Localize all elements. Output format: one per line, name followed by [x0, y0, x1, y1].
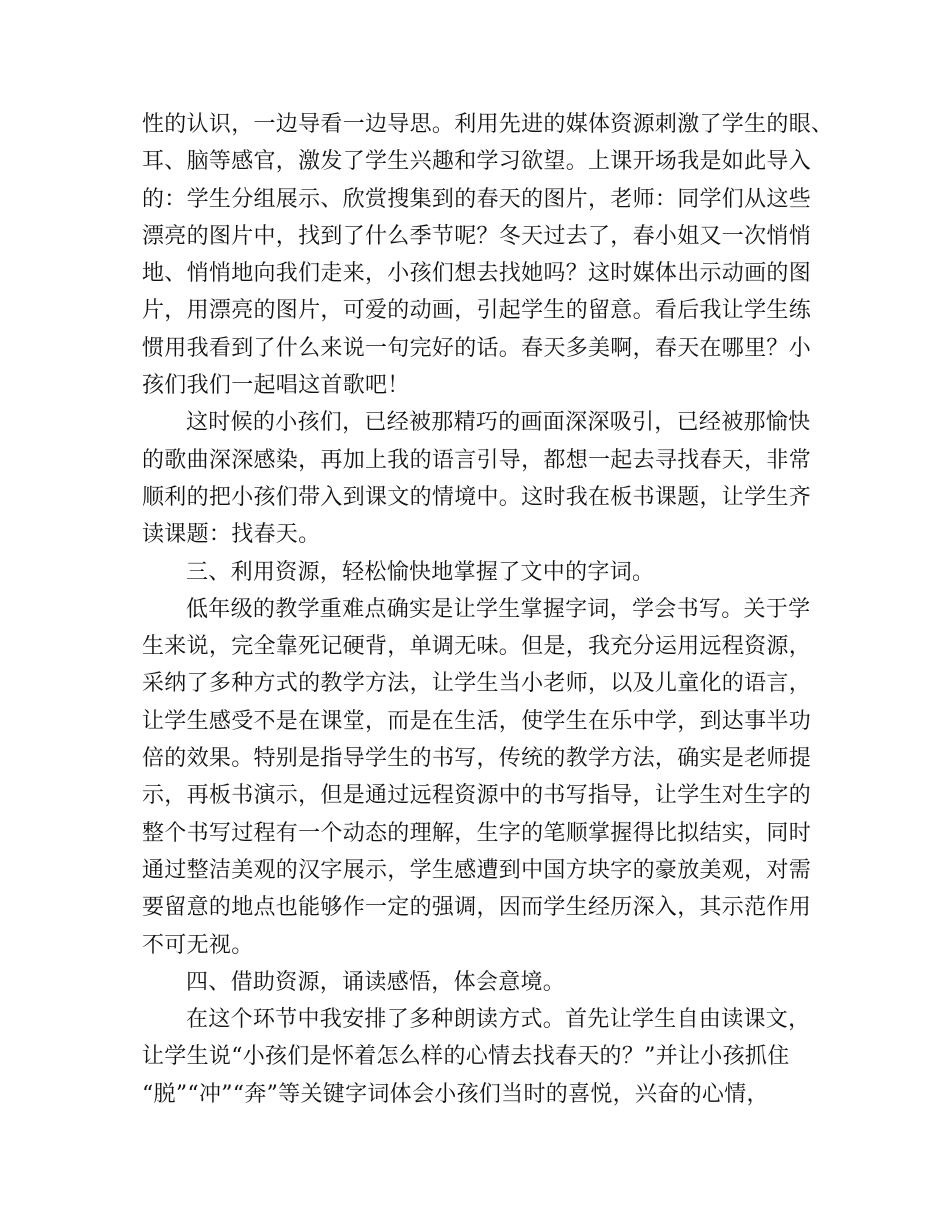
text-line: 采纳了多种方式的教学方法，让学生当小老师，以及儿童化的语言， [142, 671, 812, 697]
text-line: 性的认识，一边导看一边导思。利用先进的媒体资源刺激了学生的眼、 [142, 112, 834, 137]
text-line: 要留意的地点也能够作一定的强调，因而学生经历深入，其示范作用 [142, 895, 812, 921]
para-intro-continued [142, 106, 834, 404]
text-line: “脱”“冲”“奔”等关键字词体会小孩们当时的喜悦，兴奋的心情， [142, 1081, 769, 1107]
text-line: 漂亮的图片中，找到了什么季节呢？冬天过去了，春小姐又一次悄悄 [142, 223, 812, 249]
text-line: 倍的效果。特别是指导学生的书写，传统的教学方法，确实是老师提 [142, 746, 812, 772]
text-line: 地、悄悄地向我们走来，小孩们想去找她吗？这时媒体出示动画的图 [142, 261, 812, 287]
text-line: 孩们我们一起唱这首歌吧！ [142, 373, 410, 399]
text-line: 在这个环节中我安排了多种朗读方式。首先让学生自由读课文， [186, 1007, 811, 1033]
para-children-attracted [142, 404, 814, 553]
para-vocabulary [142, 591, 814, 964]
heading-section-three [142, 554, 814, 591]
text-line: 惯用我看到了什么来说一句完好的话。春天多美啊，春天在哪里？小 [142, 335, 812, 361]
text-line: 不可无视。 [142, 932, 254, 958]
text-line: 读课题：找春天。 [142, 522, 321, 548]
text-line: 通过整洁美观的汉字展示，学生感遭到中国方块字的豪放美观，对需 [142, 857, 812, 883]
text-line: 让学生说“小孩们是怀着怎么样的心情去找春天的？”并让小孩抓住 [142, 1044, 790, 1070]
text-line: 耳、脑等感官，激发了学生兴趣和学习欲望。上课开场我是如此导入 [142, 149, 812, 175]
para-reading [142, 1001, 814, 1113]
text-line: 的歌曲深深感染，再加上我的语言引导，都想一起去寻找春天，非常 [142, 447, 812, 473]
text-line: 低年级的教学重难点确实是让学生掌握字词，学会书写。关于学 [186, 596, 811, 622]
text-line: 顺利的把小孩们带入到课文的情境中。这时我在板书课题，让学生齐 [142, 484, 812, 510]
heading-section-four [142, 964, 814, 1001]
text-line: 的：学生分组展示、欣赏搜集到的春天的图片，老师：同学们从这些 [142, 186, 812, 212]
text-line: 三、利用资源，轻松愉快地掌握了文中的字词。 [186, 559, 655, 585]
text-line: 片，用漂亮的图片，可爱的动画，引起学生的留意。看后我让学生练 [142, 298, 812, 324]
text-line: 整个书写过程有一个动态的理解，生字的笔顺掌握得比拟结实，同时 [142, 820, 812, 846]
text-line: 让学生感受不是在课堂，而是在生活，使学生在乐中学，到达事半功 [142, 708, 812, 734]
text-line: 这时候的小孩们，已经被那精巧的画面深深吸引，已经被那愉快 [186, 410, 811, 436]
text-line: 示，再板书演示，但是通过远程资源中的书写指导，让学生对生字的 [142, 783, 812, 809]
document-body [142, 106, 834, 1113]
text-line: 四、借助资源，诵读感悟，体会意境。 [186, 969, 566, 995]
text-line: 生来说，完全靠死记硬背，单调无味。但是，我充分运用远程资源， [142, 634, 812, 660]
